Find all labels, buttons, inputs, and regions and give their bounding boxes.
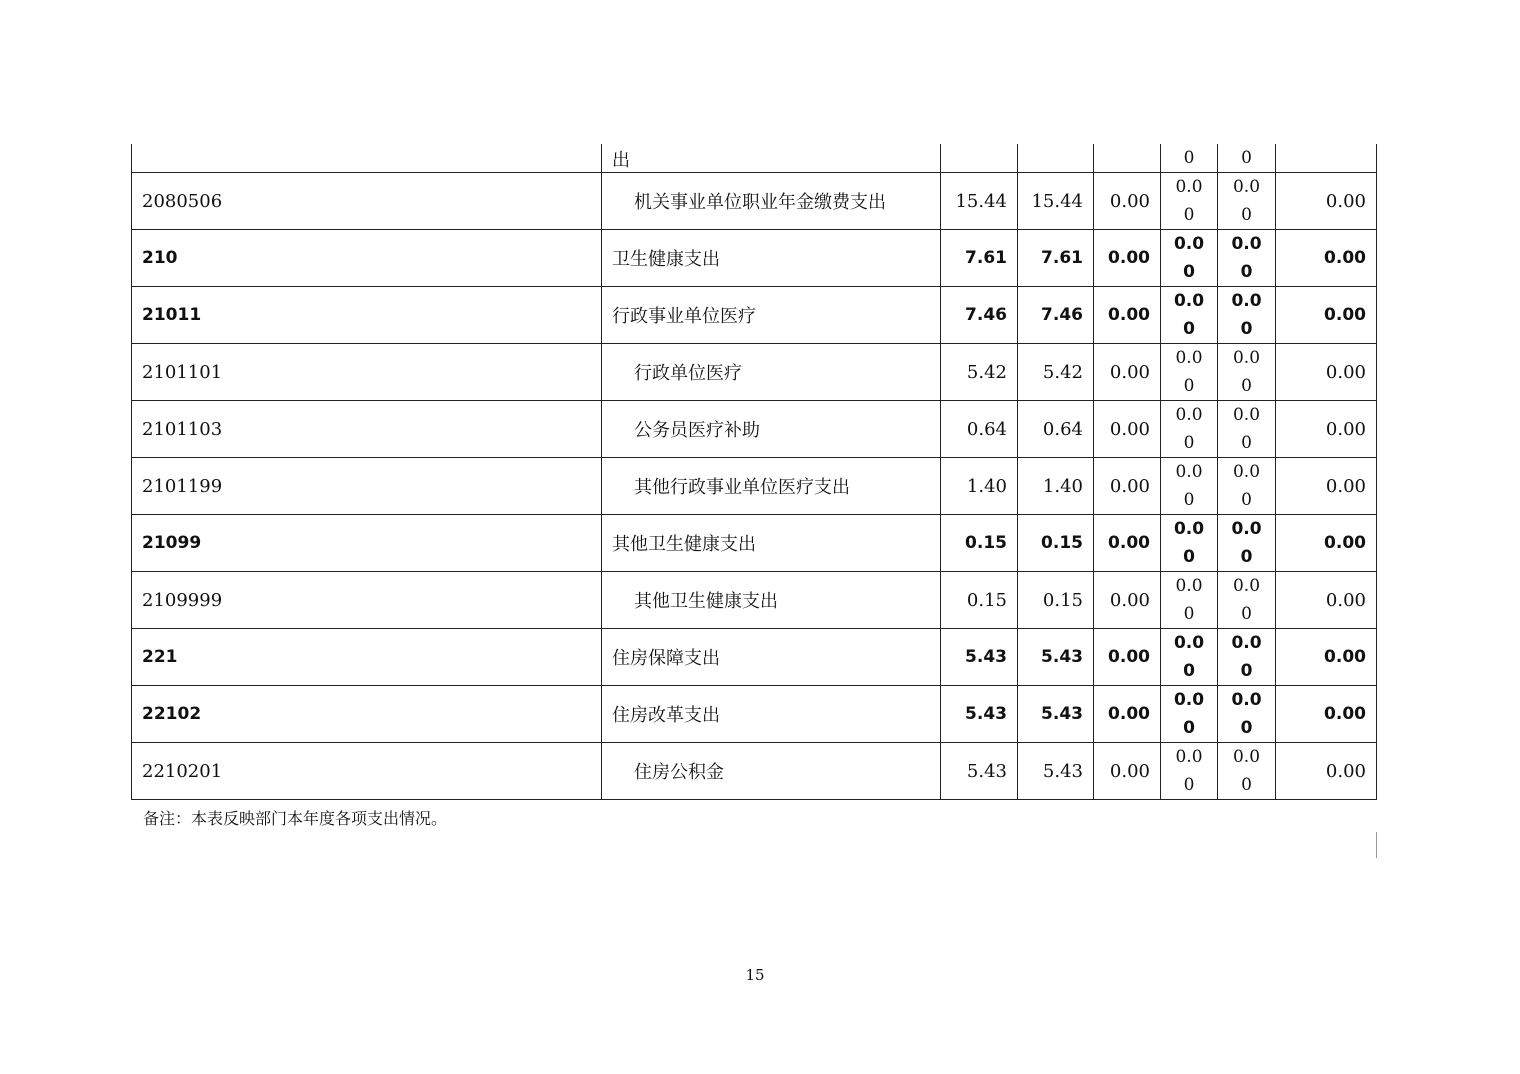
value-line-bottom: 0 — [1241, 604, 1252, 624]
value-cell: 5.42 — [941, 344, 1018, 401]
value-cell: 0.00 — [1094, 230, 1161, 287]
value-cell: 5.42 — [1018, 344, 1094, 401]
name-cell — [602, 629, 941, 686]
value-cell — [941, 144, 1018, 173]
code-cell: 2101199 — [132, 458, 602, 515]
value-line-bottom: 0 — [1183, 319, 1195, 339]
value-line-top: 0.0 — [1173, 291, 1205, 311]
value-cell: 0.00 — [1276, 401, 1377, 458]
value-cell: 0.15 — [941, 515, 1018, 572]
value-cell: 0.00 — [1094, 458, 1161, 515]
table-row — [132, 743, 1377, 800]
value-line-bottom: 0 — [1240, 718, 1253, 738]
table-row — [132, 629, 1377, 686]
value-line-top: 0.0 — [1232, 405, 1261, 425]
name-cell — [602, 458, 941, 515]
item-name: 公务员医疗补助 — [634, 420, 760, 441]
name-cell — [602, 287, 941, 344]
value-cell: 5.43 — [941, 629, 1018, 686]
value-cell: 7.46 — [1018, 287, 1094, 344]
value-cell — [1218, 629, 1276, 686]
table-row-continuation — [132, 144, 1377, 173]
value-cell — [1161, 458, 1218, 515]
value-line-bottom: 0 — [1183, 547, 1195, 567]
item-name: 其他卫生健康支出 — [634, 591, 778, 612]
value-line-bottom: 0 — [1183, 661, 1195, 681]
value-cell — [1161, 401, 1218, 458]
value-cell: 0.00 — [1094, 401, 1161, 458]
value-cell: 7.61 — [941, 230, 1018, 287]
code-cell: 2101103 — [132, 401, 602, 458]
table-row — [132, 686, 1377, 743]
value-cell — [1218, 686, 1276, 743]
value-line-bottom: 0 — [1240, 262, 1253, 282]
value-cell: 0.00 — [1276, 230, 1377, 287]
value-cell: 0.00 — [1276, 458, 1377, 515]
value-cell: 0.00 — [1094, 686, 1161, 743]
value-cell: 0.00 — [1276, 572, 1377, 629]
value-cell: 0.00 — [1276, 686, 1377, 743]
value-cell: 5.43 — [941, 686, 1018, 743]
value-line-bottom: 0 — [1183, 376, 1195, 396]
value-line-bottom: 0 — [1183, 775, 1195, 795]
name-cell — [602, 515, 941, 572]
value-line-top: 0.0 — [1232, 348, 1261, 368]
table-row — [132, 173, 1377, 230]
value-cell: 0.00 — [1276, 629, 1377, 686]
value-cell — [1276, 144, 1377, 173]
value-cell — [1218, 458, 1276, 515]
value-line-bottom: 0 — [1183, 205, 1195, 225]
value-line-top: 0.0 — [1231, 690, 1262, 710]
table-row — [132, 230, 1377, 287]
value-line-top: 0.0 — [1232, 462, 1261, 482]
margin-line — [1376, 832, 1377, 858]
value-line-bottom: 0 — [1183, 604, 1195, 624]
value-cell: 5.43 — [1018, 743, 1094, 800]
item-name: 行政单位医疗 — [634, 363, 742, 384]
value-line-bottom: 0 — [1241, 205, 1252, 225]
value-cell: 7.46 — [941, 287, 1018, 344]
expenditure-table — [131, 144, 1377, 800]
item-name: 其他行政事业单位医疗支出 — [634, 477, 850, 498]
item-name: 行政事业单位医疗 — [612, 306, 756, 327]
value-line-top: 0.0 — [1175, 576, 1203, 596]
table-row — [132, 458, 1377, 515]
value-cell: 5.43 — [1018, 686, 1094, 743]
value-cell: 0 — [1218, 144, 1276, 173]
value-cell: 5.43 — [941, 743, 1018, 800]
value-line-top: 0.0 — [1173, 690, 1205, 710]
value-line-top: 0.0 — [1175, 348, 1203, 368]
value-cell — [1161, 686, 1218, 743]
name-cell — [602, 344, 941, 401]
code-cell: 210 — [132, 230, 602, 287]
value-cell: 0.00 — [1276, 743, 1377, 800]
table-row — [132, 515, 1377, 572]
value-cell: 0 — [1161, 144, 1218, 173]
value-line-bottom: 0 — [1241, 775, 1252, 795]
value-cell — [1218, 743, 1276, 800]
value-cell: 5.43 — [1018, 629, 1094, 686]
code-cell: 2080506 — [132, 173, 602, 230]
value-line-top: 0.0 — [1175, 405, 1203, 425]
value-cell: 1.40 — [941, 458, 1018, 515]
value-cell — [1218, 572, 1276, 629]
code-cell: 221 — [132, 629, 602, 686]
table-row — [132, 401, 1377, 458]
value-cell — [1218, 344, 1276, 401]
value-cell — [1161, 173, 1218, 230]
value-cell: 0.64 — [1018, 401, 1094, 458]
value-cell — [1218, 173, 1276, 230]
value-cell: 0.15 — [1018, 572, 1094, 629]
value-line-bottom: 0 — [1240, 661, 1253, 681]
name-cell — [602, 572, 941, 629]
value-cell — [1161, 344, 1218, 401]
value-cell: 0.00 — [1094, 743, 1161, 800]
value-cell — [1094, 144, 1161, 173]
value-line-top: 0.0 — [1173, 234, 1205, 254]
code-cell: 21099 — [132, 515, 602, 572]
name-cell: 出 — [602, 144, 941, 173]
name-cell — [602, 173, 941, 230]
value-line-top: 0.0 — [1232, 576, 1261, 596]
code-cell: 2109999 — [132, 572, 602, 629]
value-cell: 0.00 — [1094, 515, 1161, 572]
table-row — [132, 344, 1377, 401]
value-cell — [1018, 144, 1094, 173]
value-cell — [1218, 515, 1276, 572]
value-cell: 0.00 — [1094, 572, 1161, 629]
value-line-top: 0.0 — [1173, 519, 1205, 539]
value-cell: 0.00 — [1276, 287, 1377, 344]
value-line-top: 0.0 — [1175, 177, 1203, 197]
value-cell: 0.00 — [1094, 629, 1161, 686]
value-cell — [1161, 287, 1218, 344]
value-line-bottom: 0 — [1240, 547, 1253, 567]
value-cell — [1161, 629, 1218, 686]
item-name: 其他卫生健康支出 — [612, 534, 756, 555]
value-line-bottom: 0 — [1241, 490, 1252, 510]
value-cell: 0.00 — [1094, 173, 1161, 230]
name-cell — [602, 230, 941, 287]
value-line-top: 0.0 — [1231, 291, 1262, 311]
value-line-top: 0.0 — [1232, 177, 1261, 197]
value-line-bottom: 0 — [1183, 433, 1195, 453]
name-cell — [602, 401, 941, 458]
value-line-top: 0.0 — [1231, 633, 1262, 653]
value-line-top: 0.0 — [1175, 747, 1203, 767]
value-cell: 0.00 — [1276, 173, 1377, 230]
value-cell: 0.00 — [1276, 515, 1377, 572]
code-cell: 2101101 — [132, 344, 602, 401]
value-cell — [1161, 230, 1218, 287]
item-name: 机关事业单位职业年金缴费支出 — [634, 192, 886, 213]
value-cell: 7.61 — [1018, 230, 1094, 287]
value-line-top: 0.0 — [1232, 747, 1261, 767]
value-cell: 0.15 — [941, 572, 1018, 629]
value-cell — [1161, 572, 1218, 629]
table-footnote: 备注：本表反映部门本年度各项支出情况。 — [143, 809, 448, 828]
code-cell — [132, 144, 602, 173]
name-cell — [602, 743, 941, 800]
item-name: 住房保障支出 — [612, 648, 720, 669]
value-line-top: 0.0 — [1231, 519, 1262, 539]
name-cell — [602, 686, 941, 743]
table-row — [132, 572, 1377, 629]
value-cell — [1218, 230, 1276, 287]
value-line-bottom: 0 — [1240, 319, 1253, 339]
value-cell: 0.00 — [1094, 287, 1161, 344]
value-cell: 1.40 — [1018, 458, 1094, 515]
value-cell: 15.44 — [941, 173, 1018, 230]
value-cell: 0.00 — [1094, 344, 1161, 401]
code-cell: 21011 — [132, 287, 602, 344]
value-cell: 0.15 — [1018, 515, 1094, 572]
page-number: 15 — [745, 966, 765, 984]
table-row — [132, 287, 1377, 344]
item-name: 卫生健康支出 — [612, 249, 720, 270]
code-cell: 22102 — [132, 686, 602, 743]
value-cell: 0.00 — [1276, 344, 1377, 401]
value-line-top: 0.0 — [1231, 234, 1262, 254]
value-line-bottom: 0 — [1241, 376, 1252, 396]
value-cell — [1161, 515, 1218, 572]
value-line-bottom: 0 — [1241, 433, 1252, 453]
value-line-bottom: 0 — [1183, 262, 1195, 282]
item-name: 住房改革支出 — [612, 705, 720, 726]
value-cell — [1218, 401, 1276, 458]
code-cell: 2210201 — [132, 743, 602, 800]
value-cell: 0.64 — [941, 401, 1018, 458]
value-line-top: 0.0 — [1175, 462, 1203, 482]
value-line-top: 0.0 — [1173, 633, 1205, 653]
value-cell — [1218, 287, 1276, 344]
value-line-bottom: 0 — [1183, 718, 1195, 738]
value-cell — [1161, 743, 1218, 800]
item-name: 住房公积金 — [634, 762, 724, 783]
value-line-bottom: 0 — [1183, 490, 1195, 510]
value-cell: 15.44 — [1018, 173, 1094, 230]
